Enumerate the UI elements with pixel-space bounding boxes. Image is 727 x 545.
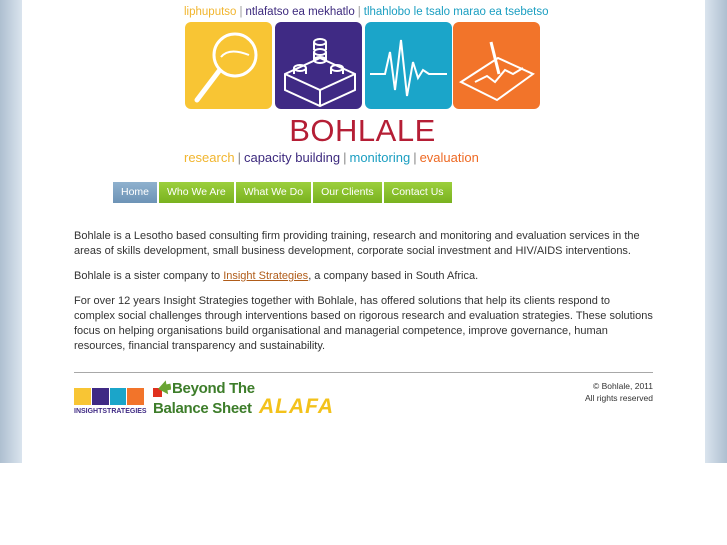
logo-square xyxy=(74,388,91,405)
logo-square xyxy=(92,388,109,405)
header-subline xyxy=(184,150,544,166)
tagline-item: liphuputso xyxy=(184,6,237,18)
logo-square xyxy=(110,388,127,405)
tagline-item: ntlafatso ea mekhatlo xyxy=(245,6,355,18)
sister-paragraph xyxy=(74,269,654,284)
beyond-line-1: Beyond The xyxy=(172,380,255,397)
insight-strategies-link[interactable]: Insight Strategies xyxy=(223,270,309,282)
research-tile xyxy=(185,22,272,109)
insight-logo-squares xyxy=(74,388,144,405)
sister-text-after: , a company based in South Africa. xyxy=(308,270,479,282)
subline-item: evaluation xyxy=(419,150,479,165)
subline-separator: | xyxy=(343,150,347,165)
footer-divider xyxy=(74,372,653,373)
clipboard-chart-icon xyxy=(453,22,540,109)
nav-our-clients[interactable]: Our Clients xyxy=(313,182,382,203)
beyond-balance-sheet-logo[interactable] xyxy=(153,380,255,420)
nav-who-we-are[interactable]: Who We Are xyxy=(159,182,234,203)
nav-home[interactable]: Home xyxy=(113,182,157,203)
copyright-line-2: All rights reserved xyxy=(584,393,653,403)
capacity-tile xyxy=(275,22,362,109)
subline-item: monitoring xyxy=(349,150,411,165)
copyright-line-1: © Bohlale, 2011 xyxy=(593,381,653,391)
evaluation-tile xyxy=(453,22,540,109)
nav-what-we-do[interactable]: What We Do xyxy=(236,182,311,203)
header-tagline xyxy=(184,5,554,19)
subline-item: research xyxy=(184,150,235,165)
building-blocks-icon xyxy=(275,22,362,109)
monitoring-tile xyxy=(365,22,452,109)
subline-separator: | xyxy=(237,150,241,165)
arrow-up-icon xyxy=(153,380,171,398)
tagline-separator: | xyxy=(239,6,243,18)
alafa-logo[interactable]: ALAFA xyxy=(259,395,334,418)
insight-strategies-logo[interactable] xyxy=(74,388,147,420)
nav-contact-us[interactable]: Contact Us xyxy=(384,182,452,203)
heartbeat-monitor-icon xyxy=(365,22,452,109)
beyond-line-2: Balance Sheet xyxy=(153,400,252,417)
sister-text-before: Bohlale is a sister company to xyxy=(74,270,224,282)
main-nav xyxy=(113,182,452,203)
main-content xyxy=(74,229,654,364)
tagline-item: tlhahlobo le tsalo marao ea tsebetso xyxy=(363,6,549,18)
subline-item: capacity building xyxy=(243,150,341,165)
subline-separator: | xyxy=(413,150,417,165)
logo-square xyxy=(127,388,144,405)
tagline-separator: | xyxy=(357,6,361,18)
copyright xyxy=(540,380,653,404)
magnifying-glass-icon xyxy=(185,22,272,109)
brand-title: BOHLALE xyxy=(289,113,436,148)
history-paragraph: For over 12 years Insight Strategies together with Bohlale, has offered solutions that help its clients respond to complex social challenges through interventions based on rigorous research and evaluation strategies. These solutions focus on helping organisations build organisational and managerial competence, improve governance, human resources, financial transparency and sustainability. xyxy=(74,295,653,352)
insight-logo-text: INSIGHTSTRATEGIES xyxy=(74,408,147,415)
intro-paragraph: Bohlale is a Lesotho based consulting firm providing training, research and monitoring and evaluation services in the areas of skills development, small business development, corporate social investment and HIV/AIDS interventions. xyxy=(74,230,640,257)
